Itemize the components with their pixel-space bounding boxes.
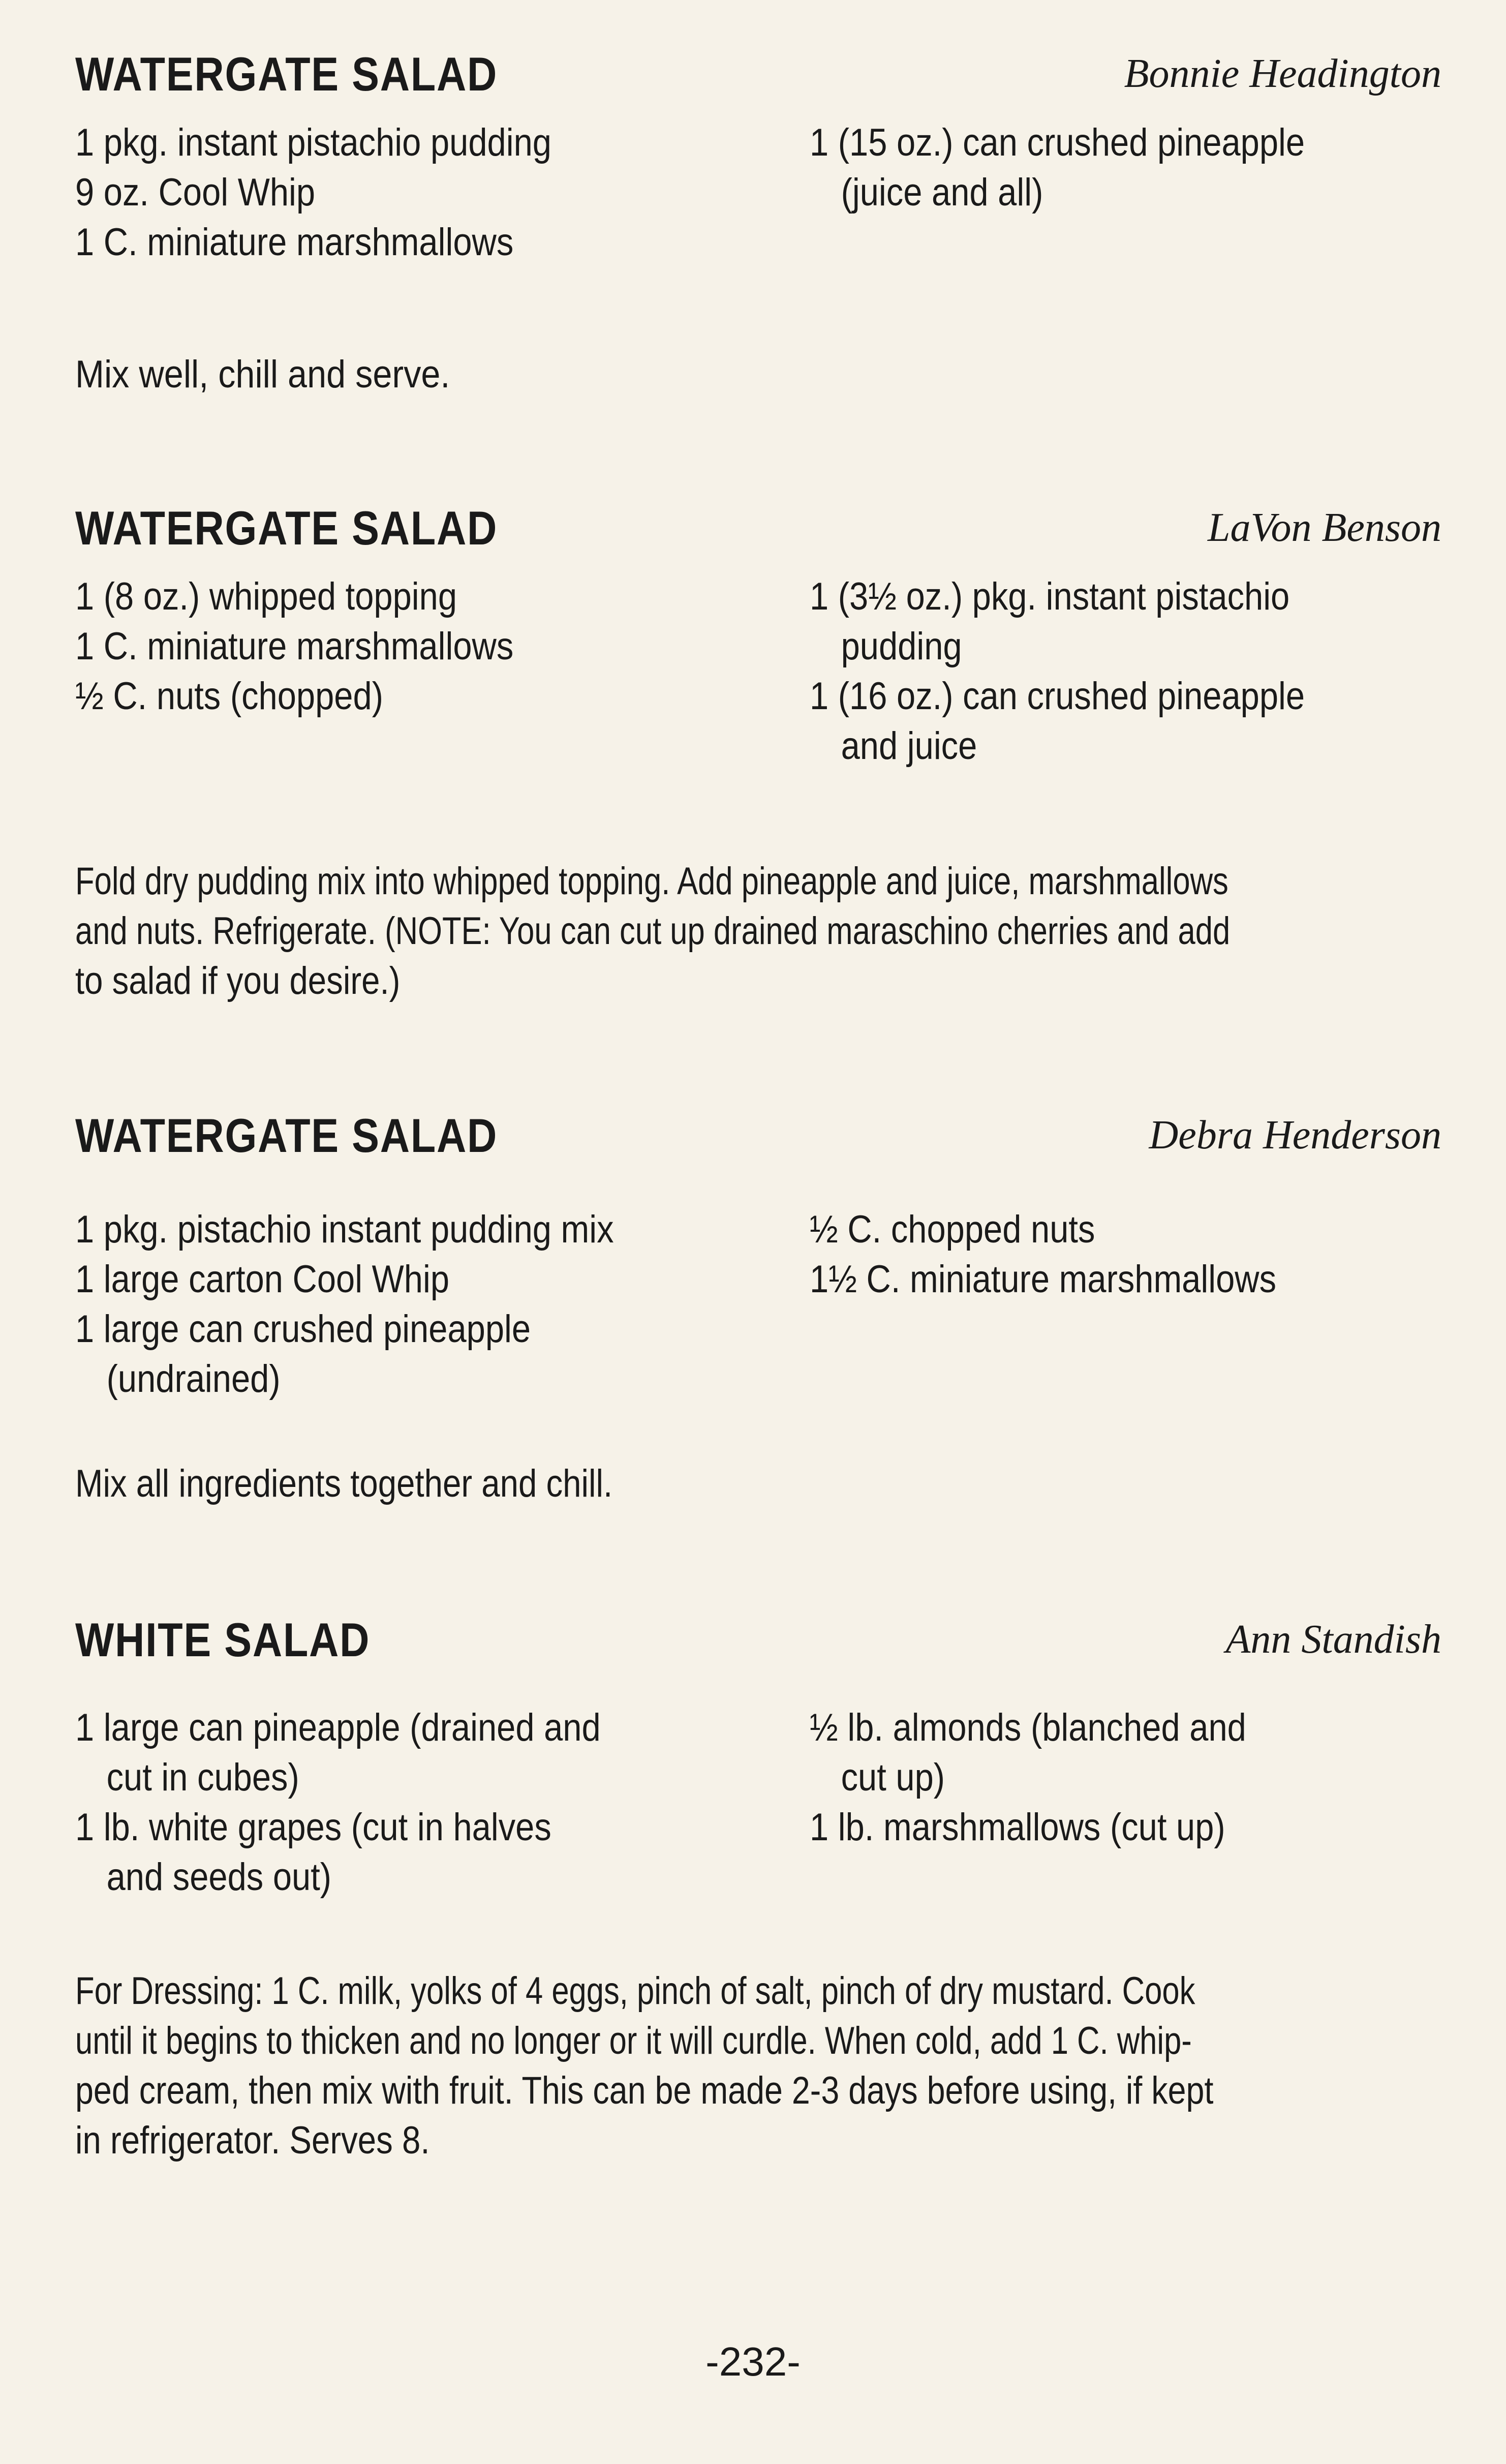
ingredient-line: 1 pkg. instant pistachio pudding <box>75 121 551 164</box>
directions-line: and nuts. Refrigerate. (NOTE: You can cut up drained maraschino cherries and add <box>75 909 1231 953</box>
recipe-white-salad <box>75 1613 1441 2162</box>
recipe-author: Bonnie Headington <box>1124 51 1441 96</box>
ingredient-line: pudding <box>841 625 962 668</box>
ingredient-line: (juice and all) <box>841 171 1043 214</box>
recipe-directions <box>75 1459 1441 1509</box>
ingredient-line: 1 C. miniature marshmallows <box>75 625 514 668</box>
ingredient-line: and juice <box>841 724 977 768</box>
recipe-header <box>75 47 1441 118</box>
directions-line: to salad if you desire.) <box>75 959 401 1002</box>
ingredient-list <box>75 1703 1441 1906</box>
recipe-header <box>75 1613 1441 1684</box>
recipe-directions <box>75 1966 1441 2166</box>
recipe-title: WATERGATE SALAD <box>75 501 498 555</box>
ingredient-line: cut in cubes) <box>106 1756 299 1799</box>
recipe-author: Debra Henderson <box>1149 1113 1441 1158</box>
ingredient-column-left <box>75 1205 797 1404</box>
recipe-header <box>75 501 1441 572</box>
ingredient-line: 1 large can pineapple (drained and <box>75 1706 601 1749</box>
ingredient-line: 1½ C. miniature marshmallows <box>810 1258 1277 1301</box>
ingredient-line: ½ C. chopped nuts <box>810 1208 1095 1251</box>
ingredient-line: 1 (15 oz.) can crushed pineapple <box>810 121 1305 164</box>
ingredient-line: cut up) <box>841 1756 945 1799</box>
directions-line: For Dressing: 1 C. milk, yolks of 4 eggs, pinch of salt, pinch of dry mustard. Cook <box>75 1969 1195 2013</box>
ingredient-line: ½ lb. almonds (blanched and <box>810 1706 1246 1749</box>
directions-line: Mix all ingredients together and chill. <box>75 1462 613 1505</box>
ingredient-column-right <box>810 1205 1441 1304</box>
ingredient-line: 1 C. miniature marshmallows <box>75 221 514 264</box>
ingredient-line: (undrained) <box>106 1357 281 1401</box>
recipe-title: WATERGATE SALAD <box>75 47 498 101</box>
directions-line: until it begins to thicken and no longer or it will curdle. When cold, add 1 C. whip- <box>75 2019 1192 2062</box>
ingredient-line: and seeds out) <box>106 1855 332 1899</box>
ingredient-line: 1 large can crushed pineapple <box>75 1307 531 1351</box>
directions-line: ped cream, then mix with fruit. This can be made 2-3 days before using, if kept <box>75 2069 1214 2112</box>
ingredient-column-right <box>810 572 1441 771</box>
recipe-author: Ann Standish <box>1225 1617 1441 1662</box>
recipe-title: WATERGATE SALAD <box>75 1109 498 1162</box>
ingredient-list <box>75 572 1441 775</box>
recipe-directions <box>75 857 1441 1006</box>
recipe-title: WHITE SALAD <box>75 1613 371 1666</box>
recipe-directions <box>75 350 1441 400</box>
recipe-watergate-salad-3 <box>75 1108 1441 1505</box>
recipe-watergate-salad-1 <box>75 47 1441 396</box>
directions-line: in refrigerator. Serves 8. <box>75 2119 430 2162</box>
ingredient-line: 1 lb. white grapes (cut in halves <box>75 1806 551 1849</box>
ingredient-line: 1 (8 oz.) whipped topping <box>75 575 457 618</box>
recipe-author: LaVon Benson <box>1208 505 1441 550</box>
ingredient-line: 9 oz. Cool Whip <box>75 171 316 214</box>
ingredient-line: 1 (3½ oz.) pkg. instant pistachio <box>810 575 1290 618</box>
ingredient-line: 1 pkg. pistachio instant pudding mix <box>75 1208 614 1251</box>
ingredient-line: 1 lb. marshmallows (cut up) <box>810 1806 1225 1849</box>
recipe-watergate-salad-2 <box>75 501 1441 1002</box>
ingredient-line: 1 (16 oz.) can crushed pineapple <box>810 675 1305 718</box>
page-number: -232- <box>705 2339 801 2384</box>
directions-line: Mix well, chill and serve. <box>75 353 450 396</box>
ingredient-line: ½ C. nuts (chopped) <box>75 675 383 718</box>
ingredient-column-left <box>75 118 797 267</box>
ingredient-list <box>75 118 1441 270</box>
directions-line: Fold dry pudding mix into whipped topping. Add pineapple and juice, marshmallows <box>75 860 1228 903</box>
recipe-header <box>75 1108 1441 1179</box>
ingredient-line: 1 large carton Cool Whip <box>75 1258 450 1301</box>
ingredient-column-left <box>75 1703 797 1902</box>
ingredient-column-right <box>810 1703 1441 1852</box>
ingredient-column-right <box>810 118 1441 218</box>
ingredient-list <box>75 1205 1441 1408</box>
ingredient-column-left <box>75 572 797 721</box>
